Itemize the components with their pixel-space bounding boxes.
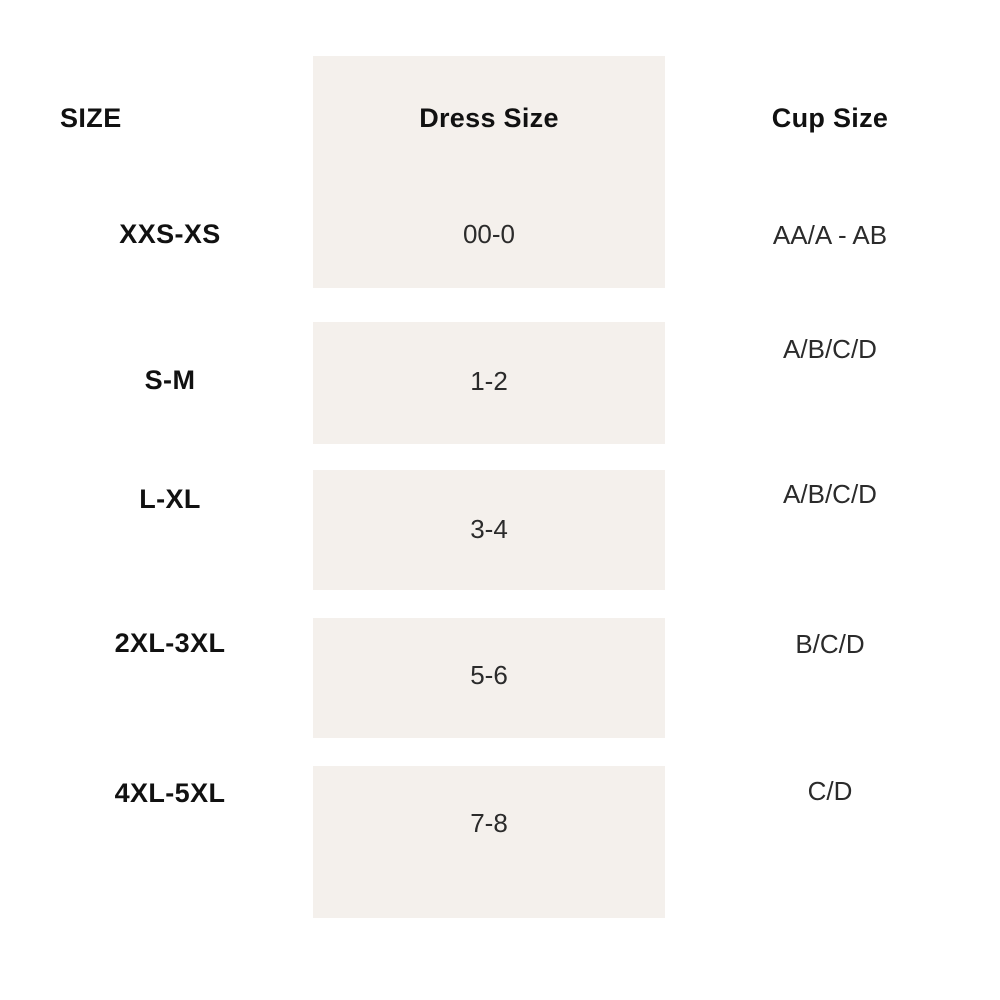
dress-column-band	[313, 766, 665, 918]
table-row-cup-value: A/B/C/D	[783, 479, 877, 509]
column-header-dress-size: Dress Size	[419, 103, 559, 133]
column-header-size: SIZE	[60, 103, 122, 133]
table-row-size-value: 2XL-3XL	[114, 628, 226, 658]
table-row-dress-value: 5-6	[470, 660, 508, 690]
table-row-dress-value: 00-0	[462, 219, 516, 249]
table-row-cup-value: AA/A - AB	[772, 220, 888, 250]
table-row-dress-value: 7-8	[470, 808, 508, 838]
table-row-size-value: L-XL	[139, 484, 201, 514]
table-row-size-value: 4XL-5XL	[114, 778, 226, 808]
dress-column-band	[313, 56, 665, 288]
table-row-size-value: S-M	[144, 365, 196, 395]
column-header-cup-size: Cup Size	[771, 103, 889, 133]
table-row-dress-value: 1-2	[470, 366, 508, 396]
table-row-dress-value: 3-4	[470, 514, 508, 544]
table-row-cup-value: B/C/D	[795, 629, 865, 659]
table-row-size-value: XXS-XS	[119, 219, 221, 249]
table-row-cup-value: C/D	[807, 776, 853, 806]
table-row-cup-value: A/B/C/D	[783, 334, 877, 364]
